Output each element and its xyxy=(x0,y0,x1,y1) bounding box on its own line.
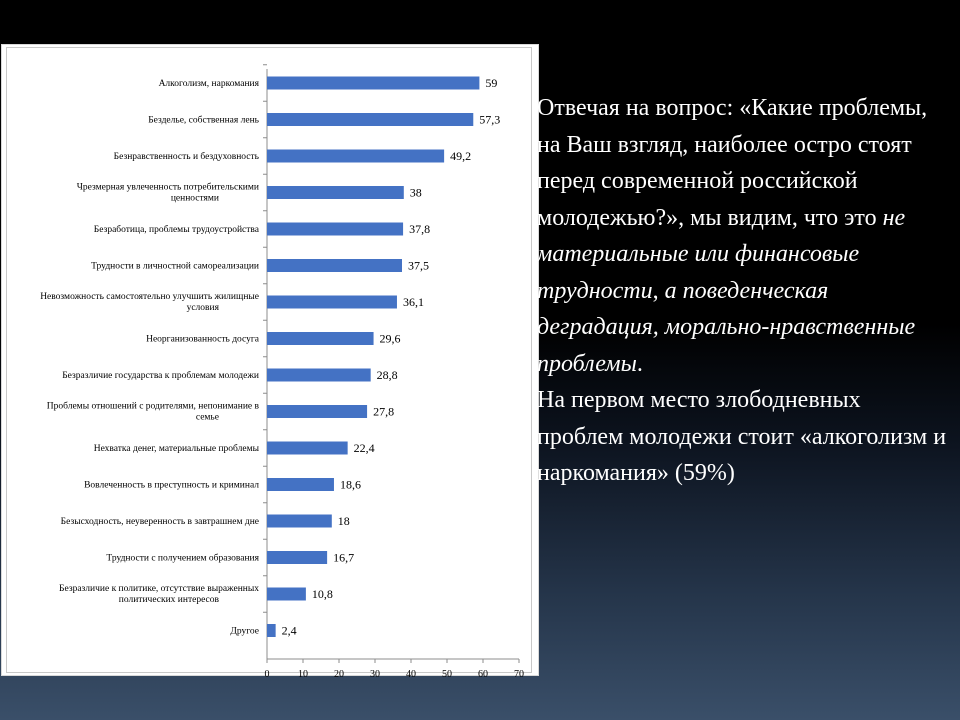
bar xyxy=(267,223,403,236)
category-label: Проблемы отношений с родителями, непонимание в семье xyxy=(46,401,259,423)
category-label: Безразличие к политике, отсутствие выраженных политических интересов xyxy=(59,584,259,605)
value-label: 28,8 xyxy=(376,368,398,382)
value-label: 27,8 xyxy=(373,404,395,419)
bar xyxy=(267,515,332,528)
category-label: Безработица, проблемы трудоустройства xyxy=(93,225,259,235)
bar xyxy=(267,332,374,345)
category-label: Чрезмерная увлеченность потребительскими ценностями xyxy=(76,182,259,204)
value-label: 37,5 xyxy=(408,258,429,273)
x-tick-label: 40 xyxy=(406,669,416,677)
x-tick-label: 70 xyxy=(514,669,524,677)
paragraph-conclusion: На первом место злободневных проблем молодежи стоит «алкоголизм и наркомания» (59%) xyxy=(537,387,947,486)
category-label: Другое xyxy=(230,626,259,637)
category-label: Безделье, собственная лень xyxy=(148,115,259,126)
value-label: 57,3 xyxy=(479,112,501,127)
x-tick-label: 30 xyxy=(370,669,380,677)
value-label: 59 xyxy=(485,76,498,90)
value-label: 18 xyxy=(337,514,350,528)
bar xyxy=(267,259,402,272)
x-tick-label: 60 xyxy=(478,669,488,677)
bar xyxy=(267,588,306,601)
text-emphasis-1: не материальные или финансовые трудности xyxy=(537,204,906,304)
bar xyxy=(267,405,367,418)
bar xyxy=(267,551,327,564)
value-label: 49,2 xyxy=(450,149,472,163)
bar xyxy=(267,624,276,637)
value-label: 16,7 xyxy=(333,550,355,565)
text-emphasis-2: а поведенческая деградация, морально-нравственные проблемы xyxy=(537,277,916,377)
bar xyxy=(267,77,479,90)
bar xyxy=(267,478,334,491)
bar xyxy=(267,296,397,309)
bar xyxy=(267,442,348,455)
category-label: Алкоголизм, наркомания xyxy=(158,79,259,89)
bar-chart xyxy=(2,45,540,677)
category-label: Неорганизованность досуга xyxy=(146,334,259,345)
bar xyxy=(267,186,404,199)
category-label: Безнравственность и бездуховность xyxy=(113,152,259,162)
text-part-3: . xyxy=(636,350,643,377)
text-part-2: , xyxy=(652,277,665,304)
bar xyxy=(267,150,444,163)
value-label: 29,6 xyxy=(379,331,401,346)
x-tick-label: 50 xyxy=(442,669,452,677)
category-label: Безысходность, неуверенность в завтрашнем дне xyxy=(60,517,259,527)
x-tick-label: 10 xyxy=(298,669,308,677)
value-label: 38 xyxy=(409,185,422,200)
paragraph-main xyxy=(537,90,952,382)
value-label: 37,8 xyxy=(409,222,431,236)
value-label: 36,1 xyxy=(402,295,424,309)
category-label: Невозможность самостоятельно улучшить жилищные условия xyxy=(40,292,259,313)
category-label: Трудности в личностной самореализации xyxy=(91,261,259,272)
bar xyxy=(267,369,371,382)
x-tick-label: 20 xyxy=(334,669,344,677)
category-label: Нехватка денег, материальные проблемы xyxy=(93,444,259,454)
value-label: 10,8 xyxy=(311,587,333,601)
value-label: 2,4 xyxy=(281,623,297,638)
value-label: 22,4 xyxy=(353,441,375,455)
x-tick-label: 0 xyxy=(264,669,270,677)
value-label: 18,6 xyxy=(339,477,361,492)
bar xyxy=(267,113,473,126)
chart-card xyxy=(1,44,539,676)
slide-text xyxy=(537,90,952,492)
category-label: Вовлеченность в преступность и криминал xyxy=(84,480,259,491)
category-label: Безразличие государства к проблемам молодежи xyxy=(62,371,259,381)
text-part-1: Отвечая на вопрос: «Какие проблемы, на Ваш взгляд, наиболее остро стоят перед современной российской молодежью?», мы видим, что это xyxy=(537,95,928,231)
category-label: Трудности с получением образования xyxy=(106,553,259,564)
